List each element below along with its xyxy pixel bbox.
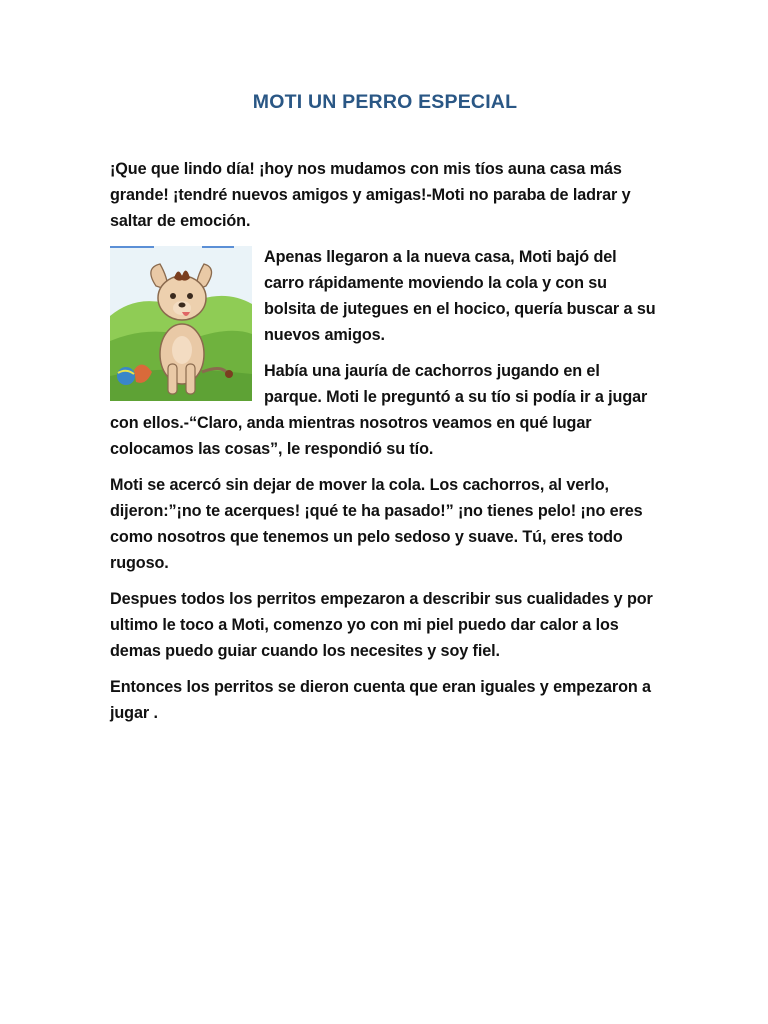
paragraph-4: Moti se acercó sin dejar de mover la cola. Los cachorros, al verlo, dijeron:”¡no te acerques! ¡qué te ha pasado!” ¡no tienes pelo! ¡no eres como nosotros que tenemos un pelo sedoso y suave. Tú, eres todo rugoso. xyxy=(110,476,643,572)
puppy-icon xyxy=(110,246,252,401)
paragraph-1: ¡Que que lindo día! ¡hoy nos mudamos con mis tíos auna casa más grande! ¡tendré nuevos amigos y amigas!-Moti no paraba de ladrar y saltar de emoción. xyxy=(110,160,631,230)
paragraph-5: Despues todos los perritos empezaron a describir sus cualidades y por ultimo le toco a Moti, comenzo yo con mi piel puedo dar calor a los demas puedo guiar cuando los necesites y soy fiel. xyxy=(110,590,653,660)
paragraph-2: Apenas llegaron a la nueva casa, Moti bajó del carro rápidamente moviendo la cola y con su bolsita de jutegues en el hocico, quería buscar a su nuevos amigos. xyxy=(264,248,656,344)
puppy-illustration xyxy=(110,246,252,401)
paragraph-3: Había una jauría de cachorros jugando en el parque. Moti le preguntó a su tío si podía ir a jugar con ellos.-“Claro, anda mientras nosotros veamos en qué lugar colocamos las cosas”, le respondió su tío. xyxy=(110,362,648,458)
paragraph-6: Entonces los perritos se dieron cuenta que eran iguales y empezaron a jugar . xyxy=(110,678,651,722)
page-title: MOTI UN PERRO ESPECIAL xyxy=(252,91,518,113)
